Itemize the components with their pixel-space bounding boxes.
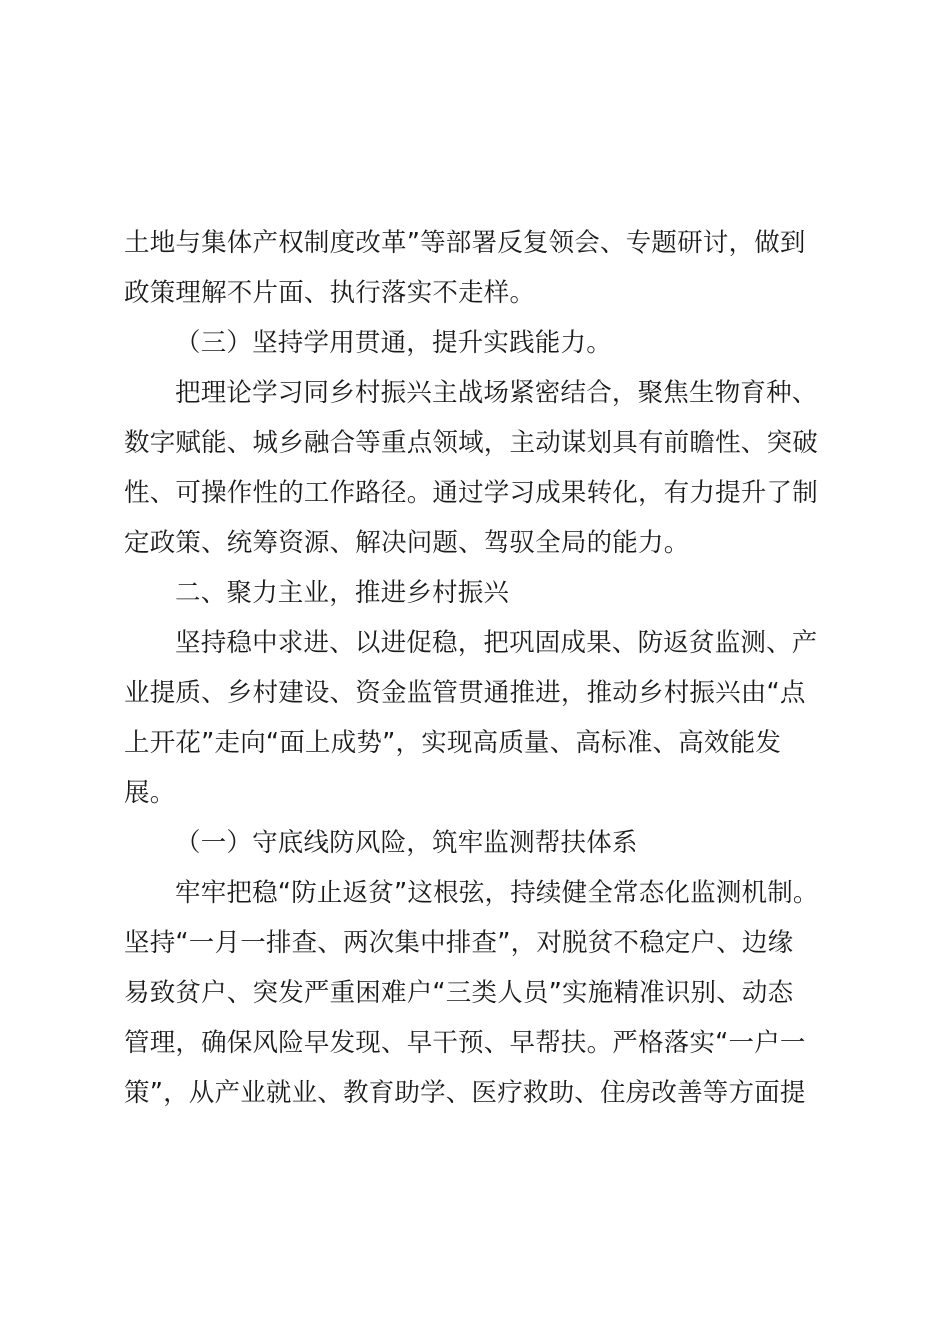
section-heading: （三）坚持学用贯通，提升实践能力。: [175, 328, 612, 358]
text-line: 土地与集体产权制度改革”等部署反复领会、专题研讨，做到: [124, 228, 806, 258]
text-line: 性、可操作性的工作路径。通过学习成果转化，有力提升了制: [124, 478, 818, 508]
paragraph-start-line: 坚持稳中求进、以进促稳，把巩固成果、防返贫监测、产: [175, 628, 818, 658]
text-line: 管理，确保风险早发现、早干预、早帮扶。严格落实“一户一: [124, 1028, 806, 1058]
section-heading: （一）守底线防风险，筑牢监测帮扶体系: [175, 828, 638, 858]
paragraph-start-line: 牢牢把稳“防止返贫”这根弦，持续健全常态化监测机制。: [175, 878, 819, 908]
text-line: 展。: [124, 778, 176, 808]
text-line: 数字赋能、城乡融合等重点领域，主动谋划具有前瞻性、突破: [124, 428, 818, 458]
paragraph-start-line: 把理论学习同乡村振兴主战场紧密结合，聚焦生物育种、: [175, 378, 818, 408]
text-line: 业提质、乡村建设、资金监管贯通推进，推动乡村振兴由“点: [124, 678, 806, 708]
text-line: 上开花”走向“面上成势”，实现高质量、高标准、高效能发: [124, 728, 782, 758]
text-line: 策”，从产业就业、教育助学、医疗救助、住房改善等方面提: [124, 1078, 806, 1108]
chapter-heading: 二、聚力主业，推进乡村振兴: [175, 578, 510, 608]
text-line: 易致贫户、突发严重困难户“三类人员”实施精准识别、动态: [124, 978, 794, 1008]
text-line: 坚持“一月一排查、两次集中排查”，对脱贫不稳定户、边缘: [124, 928, 794, 958]
text-line: 政策理解不片面、执行落实不走样。: [124, 278, 536, 308]
text-line: 定政策、统筹资源、解决问题、驾驭全局的能力。: [124, 528, 690, 558]
